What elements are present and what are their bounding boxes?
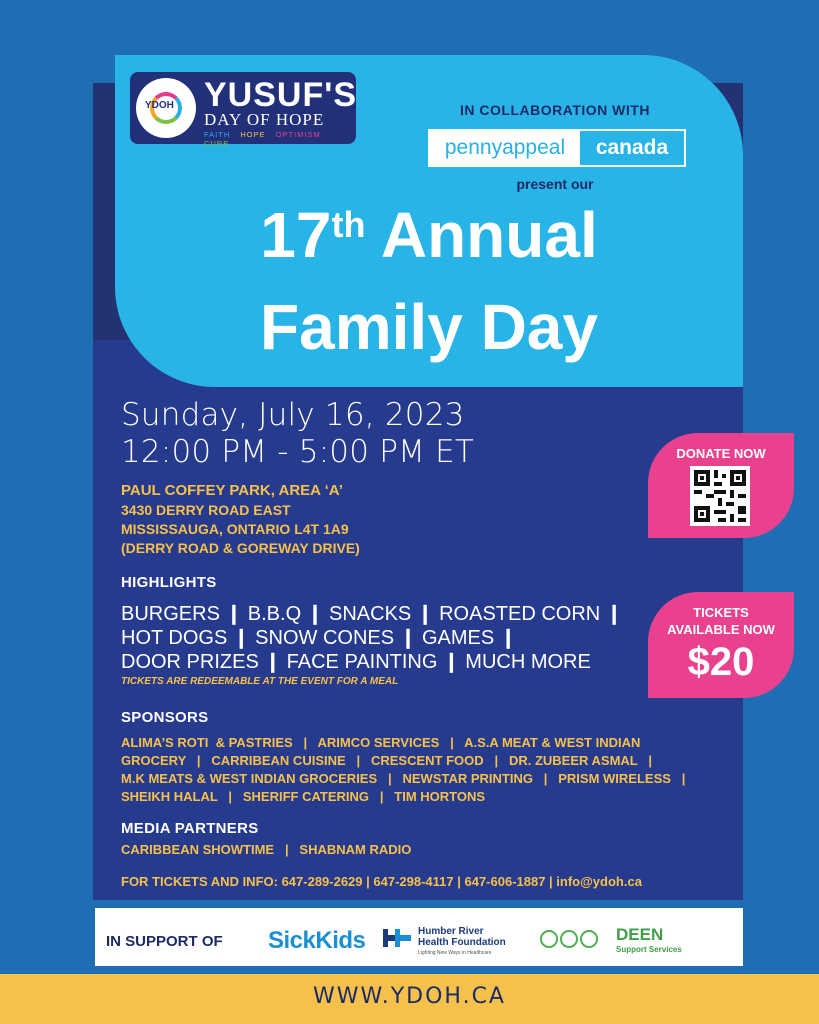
media-heading: MEDIA PARTNERS xyxy=(121,820,259,837)
support-label: IN SUPPORT OF xyxy=(106,933,223,950)
venue-name: PAUL COFFEY PARK, AREA ‘A’ xyxy=(121,482,343,499)
humber-name: Health Foundation xyxy=(418,937,506,948)
humber-logo xyxy=(418,926,506,959)
present-text: present our xyxy=(516,176,594,192)
sponsors-heading: SPONSORS xyxy=(121,709,209,726)
logo-tagline xyxy=(204,130,356,148)
highlights-line: DOOR PRIZES ❙ FACE PAINTING ❙ MUCH MORE xyxy=(121,651,591,673)
sponsors-line: GROCERY | CARRIBEAN CUISINE | CRESCENT FOOD | DR. ZUBEER ASMAL | xyxy=(121,753,652,768)
logo-name: YUSUF'S xyxy=(204,76,357,114)
page-title xyxy=(115,198,743,272)
page-title-line2: Family Day xyxy=(260,291,598,363)
donate-label[interactable]: DONATE NOW xyxy=(676,446,766,461)
title-number: 17 xyxy=(260,199,332,271)
deen-name: DEEN xyxy=(616,925,664,944)
tickets-label-line: AVAILABLE NOW xyxy=(667,622,775,637)
tickets-label-line: TICKETS xyxy=(693,605,749,620)
highlights-line: HOT DOGS ❙ SNOW CONES ❙ GAMES ❙ xyxy=(121,627,517,649)
address-line: 3430 DERRY ROAD EAST xyxy=(121,502,291,518)
logo-tag: CURE xyxy=(204,139,230,148)
event-date: Sunday, July 16, 2023 xyxy=(121,397,465,433)
humber-cross-icon xyxy=(383,927,411,949)
address-line: MISSISSAUGA, ONTARIO L4T 1A9 xyxy=(121,521,349,537)
logo-subtitle: DAY OF HOPE xyxy=(204,110,325,129)
logo-mark: YDOH xyxy=(145,100,174,111)
canada-word: canada xyxy=(580,131,684,165)
qr-code-icon[interactable] xyxy=(690,466,750,526)
logo-tag: HOPE xyxy=(240,130,266,139)
contact-info: FOR TICKETS AND INFO: 647-289-2629 | 647-298-4117 | 647-606-1887 | info@ydoh.ca xyxy=(121,874,642,889)
sponsors-line: M.K MEATS & WEST INDIAN GROCERIES | NEWSTAR PRINTING | PRISM WIRELESS | xyxy=(121,771,686,786)
deen-logo xyxy=(616,927,682,957)
highlights-heading: HIGHLIGHTS xyxy=(121,574,217,591)
highlights-line: BURGERS ❙ B.B.Q ❙ SNACKS ❙ ROASTED CORN ❙ xyxy=(121,603,623,625)
media-partners-line: CARIBBEAN SHOWTIME | SHABNAM RADIO xyxy=(121,842,412,857)
ticket-note: TICKETS ARE REDEEMABLE AT THE EVENT FOR A MEAL xyxy=(121,676,399,687)
deen-icons xyxy=(540,930,600,953)
logo-emblem xyxy=(136,78,196,138)
pennyappeal-word: pennyappeal xyxy=(444,136,566,159)
tickets-label[interactable] xyxy=(648,604,794,638)
ticket-price: $20 xyxy=(687,640,755,684)
sponsors-line: ALIMA’S ROTI & PASTRIES | ARIMCO SERVICES | A.S.A MEAT & WEST INDIAN xyxy=(121,735,641,750)
ydoh-logo xyxy=(130,72,357,148)
event-time: 12:00 PM - 5:00 PM ET xyxy=(121,434,475,470)
humber-name: Humber River xyxy=(418,926,484,937)
eye-icon xyxy=(540,930,558,948)
collab-text: IN COLLABORATION WITH xyxy=(460,102,650,118)
logo-tag: OPTIMISM xyxy=(275,130,321,139)
deen-subtitle: Support Services xyxy=(616,945,682,954)
logo-tag: FAITH xyxy=(204,130,231,139)
pennyappeal-logo xyxy=(428,129,686,167)
title-annual: Annual xyxy=(365,199,598,271)
title-suffix: th xyxy=(331,204,366,245)
address-line: (DERRY ROAD & GOREWAY DRIVE) xyxy=(121,540,360,556)
humber-tagline: Lighting New Ways in Healthcare xyxy=(418,950,492,956)
ear-icon xyxy=(580,930,598,948)
sickkids-logo: SickKids xyxy=(268,927,366,954)
website-link[interactable]: WWW.YDOH.CA xyxy=(313,984,506,1009)
wheelchair-icon xyxy=(560,930,578,948)
sponsors-line: SHEIKH HALAL | SHERIFF CATERING | TIM HORTONS xyxy=(121,789,486,804)
